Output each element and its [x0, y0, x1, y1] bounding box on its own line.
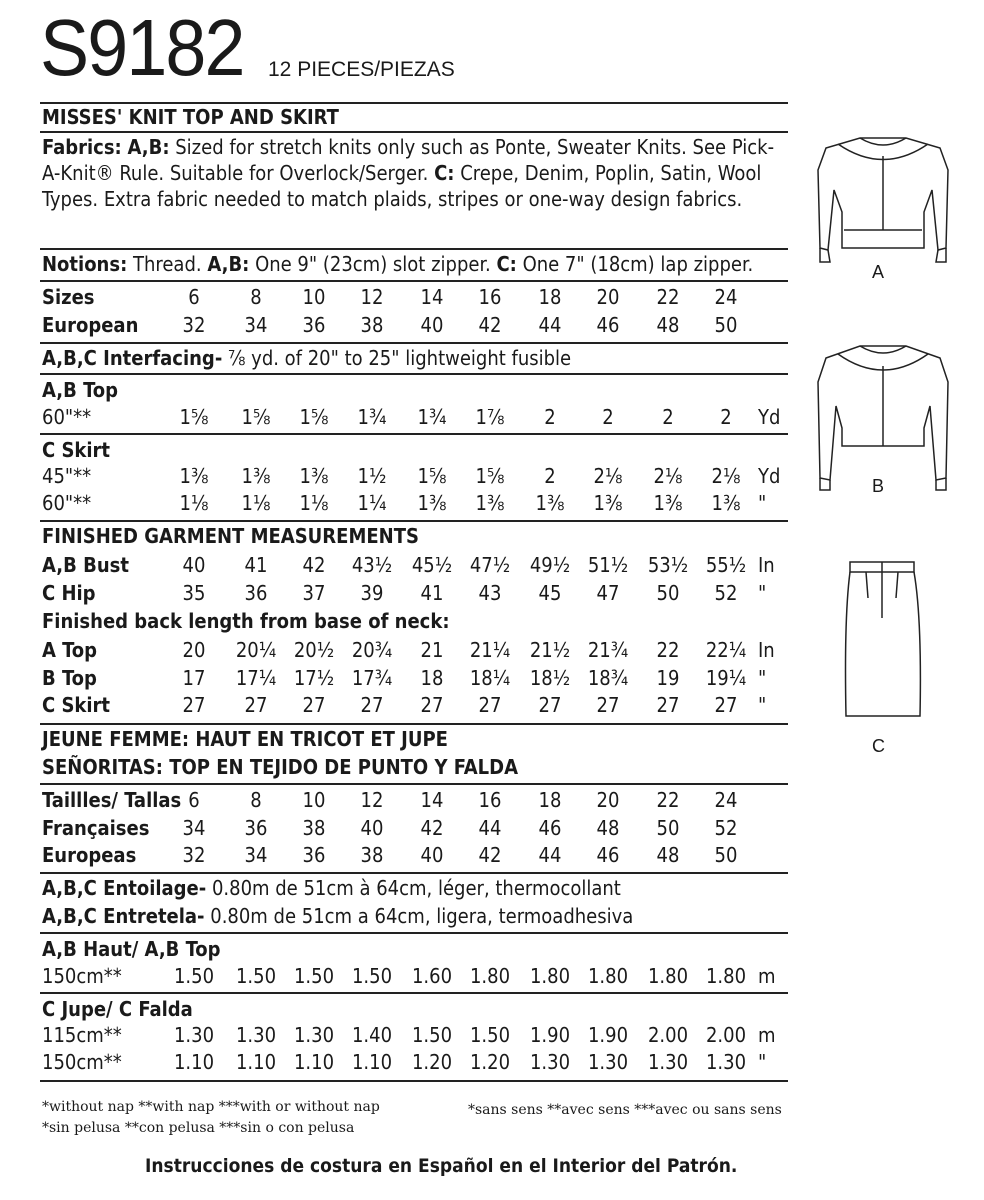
hip-row [42, 579, 782, 607]
european-row [42, 311, 782, 339]
french-title: JEUNE FEMME: HAUT EN TRICOT ET JUPE [42, 727, 448, 751]
table-cell: 1⅝ [475, 464, 505, 488]
table-cell: 1.10 [173, 1050, 215, 1074]
table-cell: 2.00 [647, 1023, 689, 1047]
row-label: C Hip [42, 581, 96, 605]
table-cell: 17 [182, 666, 206, 690]
table-cell: 1.20 [411, 1050, 453, 1074]
table-cell: 44 [478, 816, 502, 840]
table-cell: 1¾ [417, 405, 447, 429]
table-cell: 1.90 [529, 1023, 571, 1047]
unit-label: " [758, 581, 767, 605]
table-cell: 40 [182, 553, 206, 577]
table-cell: 1⅝ [179, 405, 209, 429]
table-cell: 2⅛ [711, 464, 741, 488]
table-cell: 47 [596, 581, 620, 605]
table-cell: 35 [182, 581, 206, 605]
table-cell: 18 [420, 666, 444, 690]
table-cell: 27 [478, 693, 502, 717]
footnote-en: *without nap **with nap ***with or without nap [42, 1099, 380, 1115]
view-a-top-illustration [808, 130, 958, 280]
table-cell: 20½ [293, 638, 335, 662]
table-cell: 46 [596, 313, 620, 337]
table-cell: 2 [662, 405, 674, 429]
table-cell: 1.80 [587, 964, 629, 988]
section-title: MISSES' KNIT TOP AND SKIRT [42, 105, 339, 129]
row-label: Taillles/ Tallas [42, 788, 182, 812]
table-cell: 1.40 [351, 1023, 393, 1047]
divider [40, 932, 788, 934]
row-label: A Top [42, 638, 98, 662]
table-cell: 41 [420, 581, 444, 605]
table-cell: 1⅜ [417, 491, 447, 515]
table-cell: 34 [244, 313, 268, 337]
table-cell: 44 [538, 313, 562, 337]
divider [40, 992, 788, 994]
table-cell: 1⅛ [299, 491, 329, 515]
table-cell: 32 [182, 843, 206, 867]
table-cell: 1.90 [587, 1023, 629, 1047]
table-cell: 21¾ [587, 638, 629, 662]
table-cell: 1.50 [173, 964, 215, 988]
table-cell: 10 [302, 285, 326, 309]
c-skirt-60-row [42, 489, 782, 517]
table-cell: 27 [538, 693, 562, 717]
table-cell: 36 [244, 816, 268, 840]
table-cell: 20¾ [351, 638, 393, 662]
row-label: 150cm** [42, 964, 122, 988]
row-label: Françaises [42, 816, 150, 840]
table-cell: 42 [478, 843, 502, 867]
entretela-line [42, 902, 633, 930]
table-cell: 52 [714, 816, 738, 840]
table-cell: 21 [420, 638, 444, 662]
b-top-length-row [42, 664, 782, 692]
entoilage-line-text: 0.80m de 51cm à 64cm, léger, thermocollant [211, 876, 621, 900]
table-cell: 24 [714, 788, 738, 812]
c-jupe-150-row [42, 1048, 782, 1076]
table-cell: 40 [420, 313, 444, 337]
table-cell: 47½ [469, 553, 511, 577]
c-skirt-heading: C Skirt [42, 438, 111, 462]
table-cell: 16 [478, 788, 502, 812]
table-cell: 1⅜ [241, 464, 271, 488]
ab-top-heading: A,B Top [42, 378, 118, 402]
table-cell: 2 [602, 405, 614, 429]
notions-label: Notions: [42, 252, 128, 276]
table-cell: 27 [596, 693, 620, 717]
table-cell: 18¾ [587, 666, 629, 690]
table-cell: 1.30 [705, 1050, 747, 1074]
table-cell: 2⅛ [653, 464, 683, 488]
table-cell: 37 [302, 581, 326, 605]
unit-label: m [758, 1023, 776, 1047]
notions-c-label: C: [496, 252, 517, 276]
table-cell: 40 [420, 843, 444, 867]
table-cell: 50 [714, 843, 738, 867]
table-cell: 1.30 [529, 1050, 571, 1074]
table-cell: 1⅝ [417, 464, 447, 488]
table-cell: 20 [596, 788, 620, 812]
table-cell: 2 [544, 464, 556, 488]
table-cell: 1.80 [529, 964, 571, 988]
footnote-es: *sin pelusa **con pelusa ***sin o con pelusa [42, 1120, 355, 1136]
table-cell: 1⅜ [475, 491, 505, 515]
footnote-fr: *sans sens **avec sens ***avec ou sans sens [468, 1102, 782, 1118]
entretela-line-label: A,B,C Entretela- [42, 904, 205, 928]
table-cell: 1.10 [351, 1050, 393, 1074]
row-label: European [42, 313, 139, 337]
bust-row [42, 551, 782, 579]
table-cell: 44 [538, 843, 562, 867]
table-cell: 1.50 [411, 1023, 453, 1047]
tailles-row [42, 786, 782, 814]
table-cell: 36 [302, 843, 326, 867]
table-cell: 12 [360, 788, 384, 812]
table-cell: 14 [420, 788, 444, 812]
table-cell: 24 [714, 285, 738, 309]
fabrics-paragraph [42, 134, 788, 212]
table-cell: 1⅜ [535, 491, 565, 515]
row-label: B Top [42, 666, 97, 690]
interfacing-line [42, 344, 571, 372]
table-cell: 18½ [529, 666, 571, 690]
table-cell: 1¼ [357, 491, 387, 515]
table-cell: 1.80 [705, 964, 747, 988]
table-cell: 50 [656, 581, 680, 605]
unit-label: Yd [758, 405, 781, 429]
unit-label: " [758, 491, 767, 515]
row-label: Sizes [42, 285, 95, 309]
divider [40, 248, 788, 250]
table-cell: 1.10 [235, 1050, 277, 1074]
table-cell: 22¼ [705, 638, 747, 662]
table-cell: 1.30 [647, 1050, 689, 1074]
unit-label: " [758, 693, 767, 717]
table-cell: 27 [182, 693, 206, 717]
table-cell: 18 [538, 788, 562, 812]
table-cell: 19¼ [705, 666, 747, 690]
row-label: 150cm** [42, 1050, 122, 1074]
table-cell: 55½ [705, 553, 747, 577]
table-cell: 1⅝ [241, 405, 271, 429]
view-b-top-illustration [808, 338, 958, 498]
table-cell: 1.50 [235, 964, 277, 988]
table-cell: 1⅛ [179, 491, 209, 515]
table-cell: 48 [656, 843, 680, 867]
fabrics-ab-text: Sized for stretch knits only such as Ponte, Sweater Knits. See Pick-A-Knit® Rule. Suitable for Overlock/Serger. [42, 135, 775, 185]
spanish-instructions-note: Instrucciones de costura en Español en el Interior del Patrón. [145, 1155, 738, 1177]
table-cell: 42 [478, 313, 502, 337]
notions-line [42, 251, 788, 277]
ab-haut-150-row [42, 962, 782, 990]
table-cell: 50 [714, 313, 738, 337]
sizes-row [42, 283, 782, 311]
table-cell: 1⅞ [475, 405, 505, 429]
table-cell: 45 [538, 581, 562, 605]
notions-ab-label: A,B: [207, 252, 250, 276]
table-cell: 16 [478, 285, 502, 309]
row-label: A,B Bust [42, 553, 129, 577]
table-cell: 10 [302, 788, 326, 812]
finished-measurements-heading: FINISHED GARMENT MEASUREMENTS [42, 524, 419, 548]
pieces-count: 12 PIECES/PIEZAS [268, 58, 455, 81]
view-a-label: A [872, 262, 885, 282]
table-cell: 1.10 [293, 1050, 335, 1074]
table-cell: 22 [656, 285, 680, 309]
a-top-length-row [42, 636, 782, 664]
table-cell: 8 [250, 285, 262, 309]
table-cell: 1⅜ [711, 491, 741, 515]
table-cell: 1⅜ [299, 464, 329, 488]
table-cell: 27 [244, 693, 268, 717]
table-cell: 42 [302, 553, 326, 577]
table-cell: 38 [360, 313, 384, 337]
row-label: 60"** [42, 491, 92, 515]
table-cell: 1.50 [293, 964, 335, 988]
table-cell: 14 [420, 285, 444, 309]
table-cell: 27 [656, 693, 680, 717]
table-cell: 34 [182, 816, 206, 840]
table-cell: 1.50 [469, 1023, 511, 1047]
row-label: C Skirt [42, 693, 111, 717]
table-cell: 36 [244, 581, 268, 605]
table-cell: 1.80 [469, 964, 511, 988]
fabrics-c-text: Crepe, Denim, Poplin, Satin, Wool Types. Extra fabric needed to match plaids, stripes or one-way design fabrics. [42, 161, 762, 211]
c-jupe-heading: C Jupe/ C Falda [42, 997, 193, 1021]
divider [40, 373, 788, 375]
entoilage-line [42, 874, 621, 902]
table-cell: 1¾ [357, 405, 387, 429]
table-cell: 20¼ [235, 638, 277, 662]
table-cell: 36 [302, 313, 326, 337]
c-skirt-length-row [42, 691, 782, 719]
table-cell: 41 [244, 553, 268, 577]
table-cell: 52 [714, 581, 738, 605]
table-cell: 21¼ [469, 638, 511, 662]
unit-label: " [758, 1050, 767, 1074]
table-cell: 22 [656, 638, 680, 662]
table-cell: 20 [182, 638, 206, 662]
table-cell: 12 [360, 285, 384, 309]
table-cell: 39 [360, 581, 384, 605]
table-cell: 2 [720, 405, 732, 429]
table-cell: 1.30 [293, 1023, 335, 1047]
table-cell: 1⅜ [179, 464, 209, 488]
table-cell: 42 [420, 816, 444, 840]
table-cell: 38 [360, 843, 384, 867]
table-cell: 40 [360, 816, 384, 840]
table-cell: 22 [656, 788, 680, 812]
table-cell: 51½ [587, 553, 629, 577]
table-cell: 53½ [647, 553, 689, 577]
fabrics-label: Fabrics: [42, 135, 122, 159]
table-cell: 1⅜ [593, 491, 623, 515]
table-cell: 6 [188, 788, 200, 812]
table-cell: 43½ [351, 553, 393, 577]
table-cell: 48 [656, 313, 680, 337]
table-cell: 17½ [293, 666, 335, 690]
table-cell: 2⅛ [593, 464, 623, 488]
table-cell: 21½ [529, 638, 571, 662]
table-cell: 18 [538, 285, 562, 309]
divider [40, 131, 788, 133]
unit-label: Yd [758, 464, 781, 488]
interfacing-line-text: ⅞ yd. of 20" to 25" lightweight fusible [228, 346, 572, 370]
table-cell: 45½ [411, 553, 453, 577]
table-cell: 1.30 [235, 1023, 277, 1047]
table-cell: 1.80 [647, 964, 689, 988]
spanish-title: SEÑORITAS: TOP EN TEJIDO DE PUNTO Y FALDA [42, 755, 519, 779]
table-cell: 27 [420, 693, 444, 717]
table-cell: 1⅜ [653, 491, 683, 515]
table-cell: 1.30 [173, 1023, 215, 1047]
table-cell: 1.30 [587, 1050, 629, 1074]
entoilage-line-label: A,B,C Entoilage- [42, 876, 207, 900]
notions-c-text: One 7" (18cm) lap zipper. [522, 252, 754, 276]
view-c-skirt-illustration [838, 558, 928, 722]
table-cell: 1½ [357, 464, 387, 488]
table-cell: 1.20 [469, 1050, 511, 1074]
divider [40, 1080, 788, 1082]
table-cell: 1.60 [411, 964, 453, 988]
table-cell: 49½ [529, 553, 571, 577]
table-cell: 32 [182, 313, 206, 337]
table-cell: 2 [544, 405, 556, 429]
table-cell: 1⅛ [241, 491, 271, 515]
row-label: 45"** [42, 464, 92, 488]
table-cell: 34 [244, 843, 268, 867]
c-jupe-115-row [42, 1021, 782, 1049]
table-cell: 48 [596, 816, 620, 840]
ab-top-60-row [42, 403, 782, 431]
table-cell: 2.00 [705, 1023, 747, 1047]
francaises-row [42, 814, 782, 842]
table-cell: 46 [538, 816, 562, 840]
table-cell: 38 [302, 816, 326, 840]
ab-haut-heading: A,B Haut/ A,B Top [42, 937, 221, 961]
divider [40, 783, 788, 785]
table-cell: 20 [596, 285, 620, 309]
table-cell: 27 [360, 693, 384, 717]
back-length-heading: Finished back length from base of neck: [42, 609, 450, 633]
divider [40, 433, 788, 435]
view-b-label: B [872, 476, 885, 496]
c-skirt-45-row [42, 462, 782, 490]
unit-label: m [758, 964, 776, 988]
notions-thread: Thread. [133, 252, 202, 276]
view-c-label: C [872, 736, 885, 756]
table-cell: 27 [302, 693, 326, 717]
table-cell: 17¼ [235, 666, 277, 690]
entretela-line-text: 0.80m de 51cm a 64cm, ligera, termoadhesiva [210, 904, 634, 928]
unit-label: " [758, 666, 767, 690]
table-cell: 18¼ [469, 666, 511, 690]
table-cell: 1⅝ [299, 405, 329, 429]
table-cell: 8 [250, 788, 262, 812]
row-label: Europeas [42, 843, 137, 867]
table-cell: 27 [714, 693, 738, 717]
notions-ab-text: One 9" (23cm) slot zipper. [255, 252, 491, 276]
fabrics-ab-label: A,B: [127, 135, 170, 159]
table-cell: 6 [188, 285, 200, 309]
divider [40, 280, 788, 282]
fabrics-c-label: C: [434, 161, 455, 185]
europeas-row [42, 841, 782, 869]
table-cell: 19 [656, 666, 680, 690]
row-label: 115cm** [42, 1023, 122, 1047]
row-label: 60"** [42, 405, 92, 429]
table-cell: 43 [478, 581, 502, 605]
table-cell: 50 [656, 816, 680, 840]
interfacing-line-label: A,B,C Interfacing- [42, 346, 223, 370]
pattern-number: S9182 [40, 3, 244, 92]
unit-label: In [758, 553, 775, 577]
table-cell: 46 [596, 843, 620, 867]
table-cell: 17¾ [351, 666, 393, 690]
table-cell: 1.50 [351, 964, 393, 988]
unit-label: In [758, 638, 775, 662]
